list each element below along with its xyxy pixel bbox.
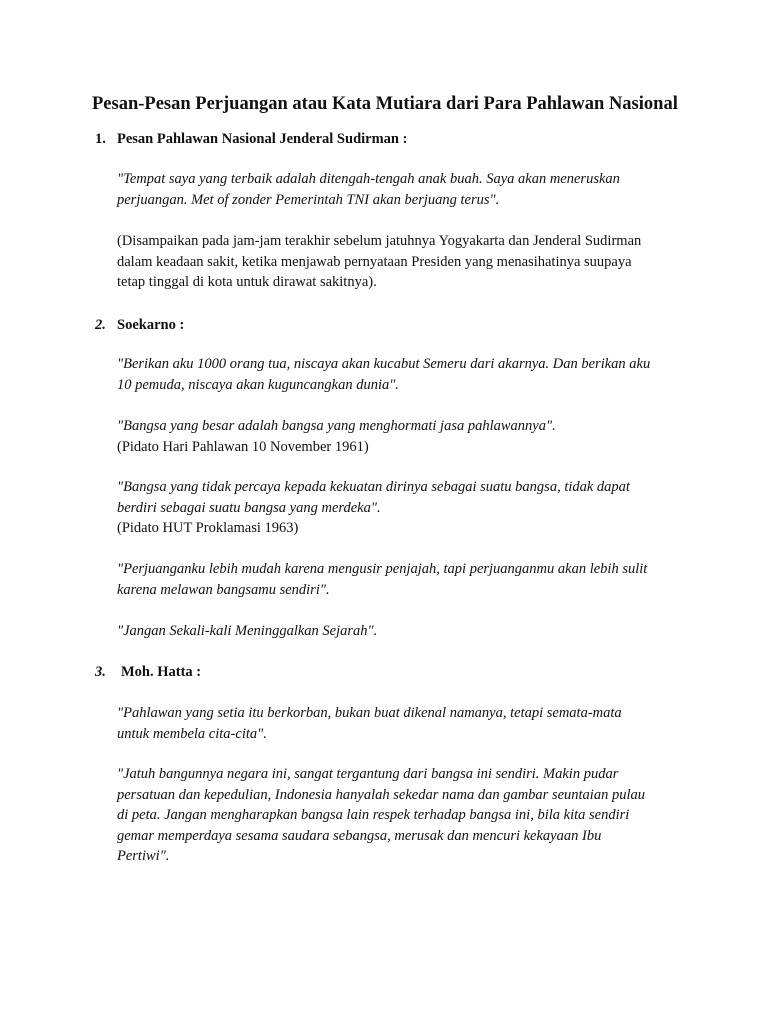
section-number: 2. xyxy=(95,317,106,333)
section-title: Pesan Pahlawan Nasional Jenderal Sudirman : xyxy=(117,131,408,147)
section-number: 3. xyxy=(95,664,106,680)
quote-soekarno-2 xyxy=(117,416,682,457)
quote-line: gemar memperdaya sesama saudara sebangsa, merusak dan mencuri kekayaan Ibu xyxy=(117,827,602,844)
quote-line: "Bangsa yang besar adalah bangsa yang menghormati jasa pahlawannya". xyxy=(117,418,556,434)
note-line: dalam keadaan sakit, ketika menjawab pernyataan Presiden yang menasihatinya suupaya xyxy=(117,253,632,270)
quote-soekarno-5 xyxy=(117,621,682,642)
section-heading-hatta xyxy=(95,662,201,682)
quote-line: perjuangan. Met of zonder Pemerintah TNI akan berjuang terus". xyxy=(117,191,500,208)
quote-line: di peta. Jangan mengharapkan bangsa lain respek terhadap bangsa ini, bila kita sendiri xyxy=(117,807,630,824)
section-heading-soekarno xyxy=(95,315,184,335)
quote-soekarno-1 xyxy=(117,354,682,395)
quote-line: "Jatuh bangunnya negara ini, sangat tergantung dari bangsa ini sendiri. Makin pudar xyxy=(117,766,619,782)
document-title: Pesan-Pesan Perjuangan atau Kata Mutiara dari Para Pahlawan Nasional xyxy=(92,94,678,114)
note-line: (Disampaikan pada jam-jam terakhir sebelum jatuhnya Yogyakarta dan Jenderal Sudirman xyxy=(117,233,642,249)
quote-sudirman xyxy=(117,169,682,210)
quote-soekarno-4 xyxy=(117,559,682,600)
quote-hatta-1 xyxy=(117,703,682,744)
quote-line: "Bangsa yang tidak percaya kepada kekuatan dirinya sebagai suatu bangsa, tidak dapat xyxy=(117,479,630,495)
quote-line: "Pahlawan yang setia itu berkorban, bukan buat dikenal namanya, tetapi semata-mata xyxy=(117,705,622,721)
quote-line: karena melawan bangsamu sendiri". xyxy=(117,581,330,598)
section-heading-sudirman xyxy=(95,129,407,149)
section-title: Soekarno : xyxy=(117,317,185,333)
quote-line: Pertiwi". xyxy=(117,848,170,865)
context-note-sudirman xyxy=(117,231,682,293)
quote-line: "Perjuanganku lebih mudah karena mengusir penjajah, tapi perjuanganmu akan lebih sulit xyxy=(117,561,648,577)
quote-soekarno-3 xyxy=(117,477,682,539)
speech-source: (Pidato Hari Pahlawan 10 November 1961) xyxy=(117,438,369,455)
section-number: 1. xyxy=(95,131,106,147)
quote-line: berdiri sebagai suatu bangsa yang merdeka". xyxy=(117,499,381,516)
speech-source: (Pidato HUT Proklamasi 1963) xyxy=(117,520,299,537)
quote-line: untuk membela cita-cita". xyxy=(117,725,267,742)
note-line: tetap tinggal di kota untuk dirawat sakitnya). xyxy=(117,274,377,291)
quote-line: 10 pemuda, niscaya akan kuguncangkan dunia". xyxy=(117,376,399,393)
quote-hatta-2 xyxy=(117,764,682,867)
quote-line: persatuan dan kepedulian, Indonesia hanyalah sekedar nama dan gambar seuntaian pulau xyxy=(117,786,645,803)
quote-line: "Tempat saya yang terbaik adalah ditengah-tengah anak buah. Saya akan meneruskan xyxy=(117,171,620,187)
quote-line: "Jangan Sekali-kali Meninggalkan Sejarah". xyxy=(117,623,378,639)
quote-line: "Berikan aku 1000 orang tua, niscaya akan kucabut Semeru dari akarnya. Dan berikan aku xyxy=(117,356,651,372)
section-title: Moh. Hatta : xyxy=(121,664,202,680)
